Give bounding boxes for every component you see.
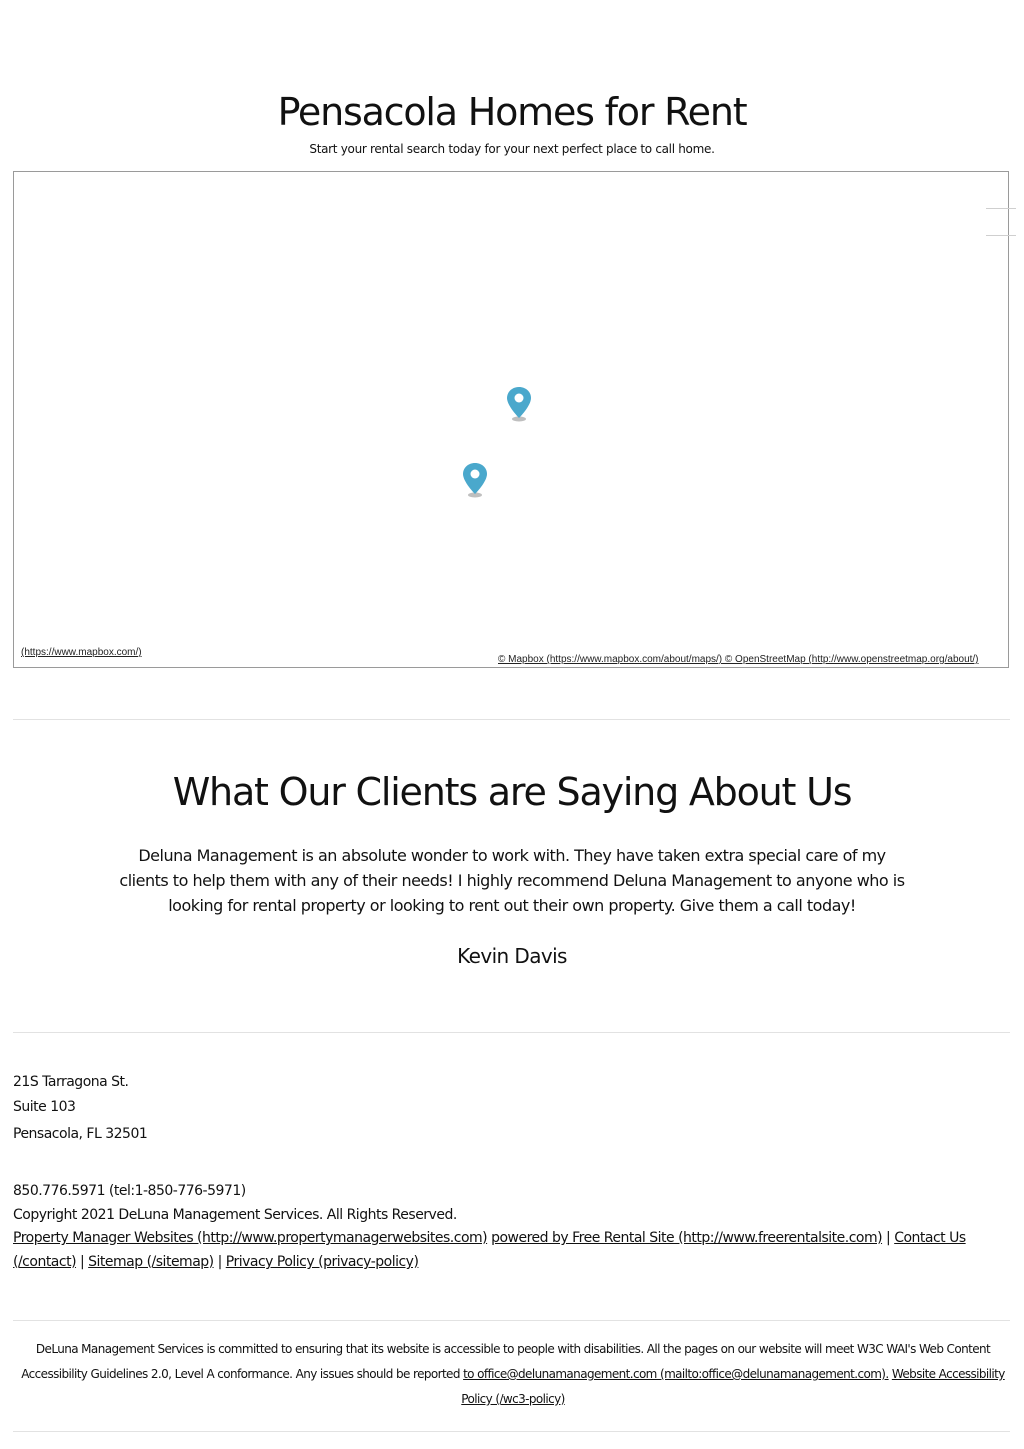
- phone-link[interactable]: 850.776.5971 (tel:1-850-776-5971): [13, 1183, 246, 1199]
- map-control-divider: [986, 235, 1016, 236]
- testimonial-quote: Deluna Management is an absolute wonder to work with. They have taken extra special care of my clients to help them with any of their needs! I highly recommend Deluna Management to anyone who is looking for rental property or looking to rent out their own property. Give them a call today!: [119, 846, 905, 915]
- accessibility-statement: [13, 1337, 1013, 1412]
- link-separator: |: [882, 1230, 895, 1246]
- map-control-divider: [986, 208, 1016, 209]
- page-title: Pensacola Homes for Rent: [277, 90, 747, 134]
- copyright-text: Copyright 2021 DeLuna Management Services. All Rights Reserved.: [13, 1207, 457, 1223]
- map-pin-icon[interactable]: [461, 461, 489, 499]
- privacy-policy-link[interactable]: Privacy Policy (privacy-policy): [225, 1254, 419, 1270]
- address-line-3: Pensacola, FL 32501: [13, 1126, 148, 1142]
- testimonials-heading: What Our Clients are Saying About Us: [172, 770, 852, 814]
- report-email-link[interactable]: to office@delunamanagement.com (mailto:office@delunamanagement.com).: [463, 1367, 889, 1381]
- page-subtitle: Start your rental search today for your next perfect place to call home.: [309, 142, 715, 156]
- section-divider: [13, 1431, 1010, 1432]
- free-rental-site-link[interactable]: powered by Free Rental Site (http://www.freerentalsite.com): [491, 1230, 883, 1246]
- link-separator: |: [76, 1254, 89, 1270]
- map-attribution-link[interactable]: © Mapbox (https://www.mapbox.com/about/maps/) © OpenStreetMap (http://www.openstreetmap.org/about/): [498, 654, 979, 665]
- section-divider: [13, 1032, 1010, 1033]
- address-line-1: 21S Tarragona St.: [13, 1074, 129, 1090]
- contact-us-link[interactable]: Contact Us (/contact): [13, 1230, 966, 1270]
- map-pin-icon[interactable]: [505, 385, 533, 423]
- accessibility-text: DeLuna Management Services is committed to ensuring that its website is accessible to people with disabilities. All the pages on our website will meet W3C WAI's Web Content Accessibility Guidelines 2.0, Level A conformance. Any issues should be reported: [21, 1342, 991, 1381]
- link-separator: |: [213, 1254, 226, 1270]
- testimonial-author: Kevin Davis: [457, 944, 567, 968]
- address-line-2: Suite 103: [13, 1099, 76, 1115]
- mapbox-logo-link[interactable]: (https://www.mapbox.com/): [21, 647, 142, 658]
- accessibility-policy-link[interactable]: Website Accessibility Policy (/wc3-policy): [461, 1367, 1005, 1406]
- section-divider: [13, 1320, 1010, 1321]
- sitemap-link[interactable]: Sitemap (/sitemap): [88, 1254, 214, 1270]
- section-divider: [13, 719, 1010, 720]
- property-manager-websites-link[interactable]: Property Manager Websites (http://www.propertymanagerwebsites.com): [13, 1230, 488, 1246]
- footer-links: [13, 1226, 973, 1274]
